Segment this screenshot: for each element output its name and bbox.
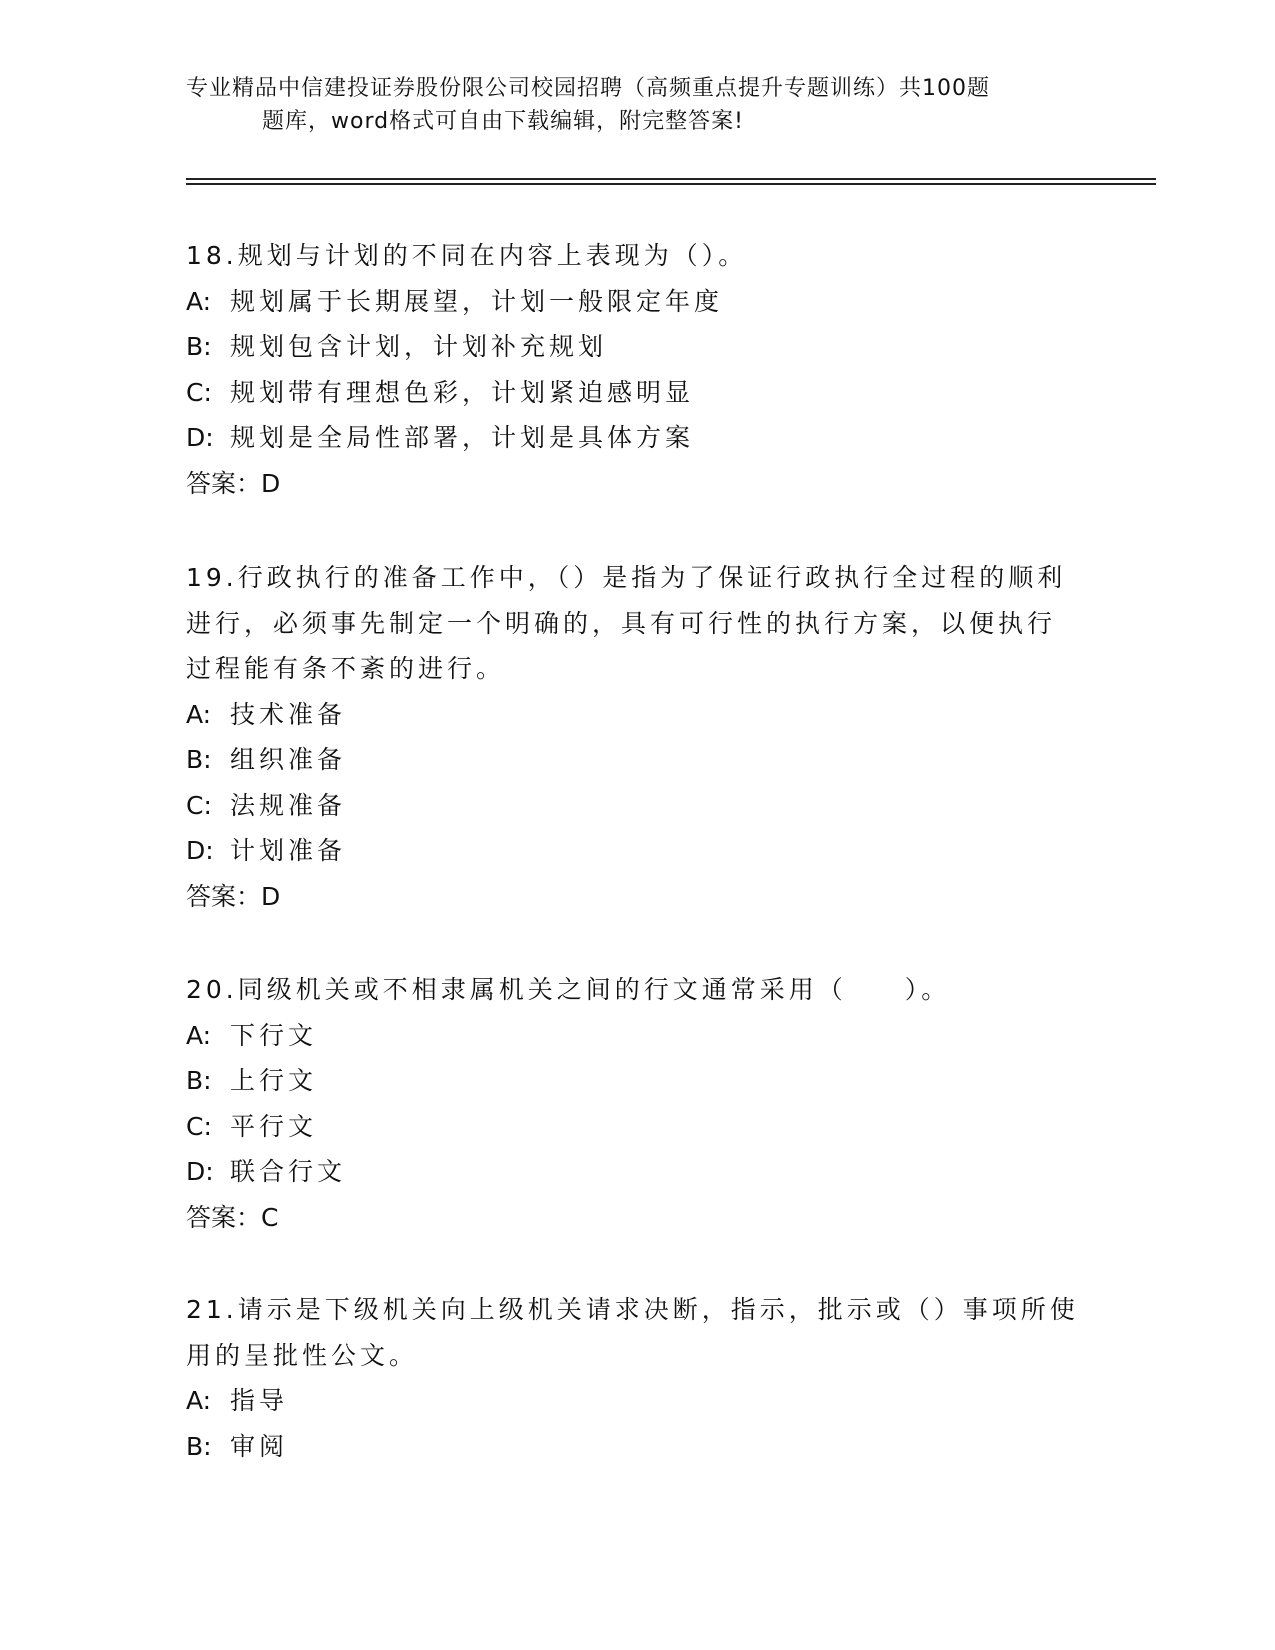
option-a: [186, 279, 1086, 325]
option-text: 法规准备: [230, 790, 347, 820]
question-21: [186, 1287, 1086, 1469]
option-b: [186, 1058, 1086, 1104]
option-key: C:: [186, 790, 212, 820]
option-key: B:: [186, 1066, 212, 1095]
option-key: A:: [186, 1386, 212, 1415]
question-stem: 21.请示是下级机关向上级机关请求决断，指示，批示或（）事项所使: [186, 1295, 1079, 1324]
option-key: B:: [186, 1431, 212, 1461]
option-d: [186, 415, 1086, 461]
option-text: 联合行文: [230, 1157, 347, 1186]
answer: 答案：D: [186, 468, 281, 498]
question-stem: 用的呈批性公文。: [186, 1340, 419, 1370]
option-b: [186, 737, 1086, 783]
header-rule-top: [186, 178, 1156, 180]
option-key: D:: [186, 423, 214, 452]
option-c: [186, 783, 1086, 829]
option-text: 组织准备: [230, 745, 347, 774]
document-header: [186, 72, 1086, 138]
answer: 答案：D: [186, 881, 281, 911]
question-18: [186, 233, 1086, 506]
option-key: A:: [186, 1020, 212, 1050]
option-c: [186, 1104, 1086, 1150]
option-key: B:: [186, 745, 212, 774]
option-d: [186, 1149, 1086, 1195]
option-a: [186, 1013, 1086, 1059]
option-c: [186, 370, 1086, 416]
option-b: [186, 1424, 1086, 1470]
option-key: D:: [186, 1157, 214, 1186]
option-key: B:: [186, 332, 212, 361]
option-text: 平行文: [230, 1111, 318, 1141]
option-text: 规划是全局性部署，计划是具体方案: [230, 423, 695, 452]
option-b: [186, 324, 1086, 370]
option-text: 审阅: [230, 1431, 289, 1461]
option-key: A:: [186, 286, 212, 316]
question-stem: 19.行政执行的准备工作中，（）是指为了保证行政执行全过程的顺利: [186, 563, 1067, 592]
option-text: 上行文: [230, 1066, 318, 1095]
option-text: 指导: [230, 1386, 289, 1415]
question-stem: 进行，必须事先制定一个明确的，具有可行性的执行方案，以便执行: [186, 608, 1057, 638]
option-key: D:: [186, 836, 214, 865]
option-d: [186, 828, 1086, 874]
option-key: C:: [186, 1111, 212, 1141]
option-text: 规划属于长期展望，计划一般限定年度: [230, 286, 724, 316]
option-text: 计划准备: [230, 836, 347, 865]
option-key: C:: [186, 377, 212, 407]
option-key: A:: [186, 699, 212, 729]
option-text: 规划包含计划，计划补充规划: [230, 332, 608, 361]
question-stem: 20.同级机关或不相隶属机关之间的行文通常采用（ ）。: [186, 975, 951, 1004]
question-19: [186, 555, 1086, 919]
option-text: 规划带有理想色彩，计划紧迫感明显: [230, 377, 695, 407]
option-a: [186, 1378, 1086, 1424]
header-rule-bottom: [186, 183, 1156, 185]
question-stem: 过程能有条不紊的进行。: [186, 654, 506, 683]
question-stem: 18.规划与计划的不同在内容上表现为（）。: [186, 241, 748, 270]
option-text: 下行文: [230, 1020, 318, 1050]
header-line-2: 题库，word格式可自由下载编辑，附完整答案!: [262, 109, 744, 134]
header-line-1: 专业精品中信建投证券股份限公司校园招聘（高频重点提升专题训练）共100题: [186, 76, 990, 101]
answer: 答案：C: [186, 1202, 279, 1232]
question-20: [186, 967, 1086, 1240]
option-a: [186, 692, 1086, 738]
option-text: 技术准备: [230, 699, 347, 729]
